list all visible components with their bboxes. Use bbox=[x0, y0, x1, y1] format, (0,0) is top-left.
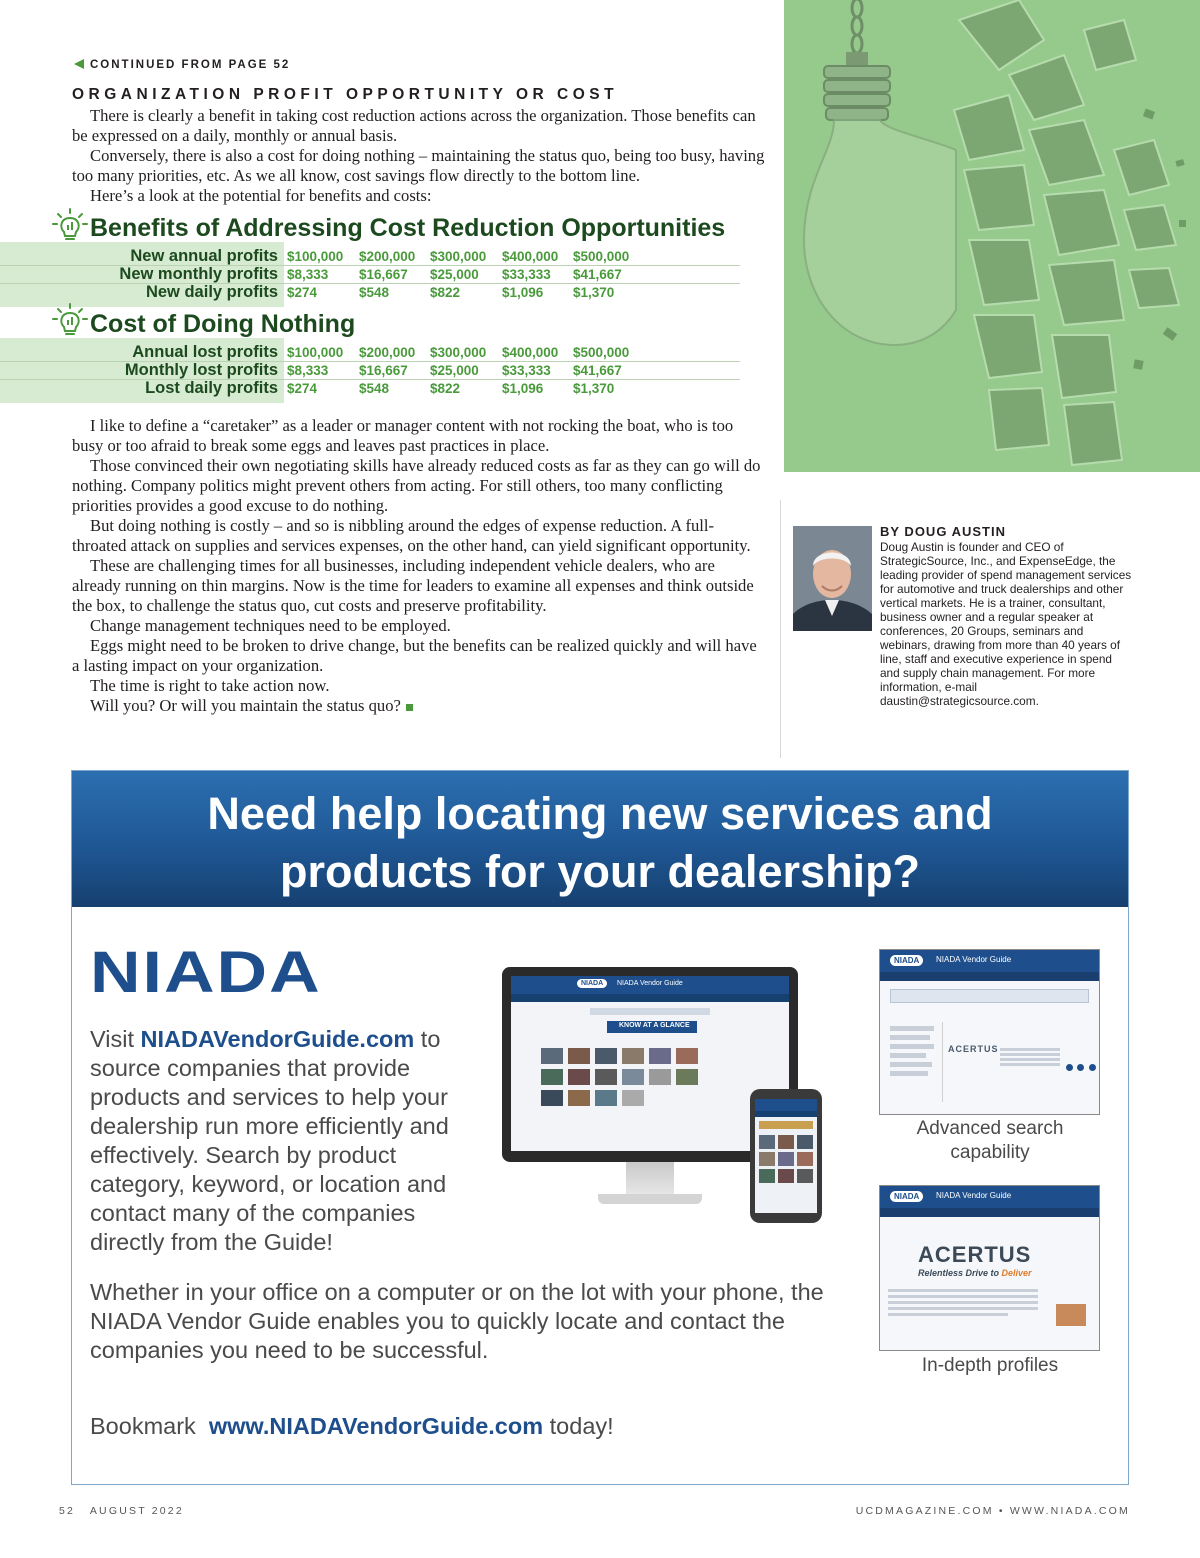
row-label: Monthly lost profits bbox=[124, 361, 278, 379]
table-cell: $8,333 bbox=[287, 267, 329, 282]
table-cell: $41,667 bbox=[573, 267, 622, 282]
table-row bbox=[0, 361, 740, 380]
left-arrow-icon bbox=[74, 59, 84, 69]
table-cell: $41,667 bbox=[573, 363, 622, 378]
author-byline: BY DOUG AUSTIN bbox=[880, 524, 1006, 539]
table-cell: $548 bbox=[359, 381, 390, 396]
table-row bbox=[0, 379, 740, 397]
caption-line: Advanced search bbox=[916, 1118, 1064, 1139]
author-photo bbox=[793, 526, 872, 631]
table-cell: $274 bbox=[287, 285, 318, 300]
table-cell: $200,000 bbox=[359, 345, 416, 360]
lightbulb-icon bbox=[52, 303, 88, 337]
table-cell: $500,000 bbox=[573, 249, 630, 264]
table-cell: $274 bbox=[287, 381, 318, 396]
ad-text: Bookmark bbox=[90, 1413, 196, 1439]
table-cell: $822 bbox=[430, 285, 461, 300]
profile-caption: In-depth profiles bbox=[921, 1355, 1059, 1376]
lightbulb-illustration bbox=[784, 0, 1200, 472]
screen-title: NIADA Vendor Guide bbox=[936, 1191, 1012, 1200]
intro-text bbox=[72, 106, 767, 206]
paragraph: These are challenging times for all businesses, including independent vehicle dealers, who are already running on thin margins. Now is the time for leaders to examine all expenses and think outside the box, to challenge the status quo, cut costs and preserve profitability. bbox=[72, 556, 754, 615]
author-bio: Doug Austin is founder and CEO of StrategicSource, Inc., and ExpenseEdge, the leading provider of spend management services for automotive and truck dealerships and other vertical markets. He is a trainer, consultant, business owner and a regular speaker at conferences, 20 Groups, seminars and webinars, drawing from more than 40 years of line, staff and executive experience in spend and supply chain management. For more information, e-mail daustin@strategicsource.com. bbox=[880, 540, 1132, 708]
niada-logo: NIADA bbox=[90, 939, 322, 1005]
paragraph: I like to define a “caretaker” as a leader or manager content with not rocking the boat, who is too busy or too afraid to break some eggs and leaves past practices in place. bbox=[72, 416, 734, 455]
table-cell: $300,000 bbox=[430, 249, 487, 264]
profile-thumbnail bbox=[1056, 1304, 1086, 1326]
vendor-guide-url-link[interactable]: www.NIADAVendorGuide.com bbox=[208, 1413, 544, 1439]
ad-headline-line: products for your dealership? bbox=[279, 846, 921, 897]
author-portrait bbox=[793, 526, 872, 631]
continued-from-label bbox=[74, 59, 290, 71]
screen-logo: NIADA bbox=[890, 955, 923, 966]
page-folio: 52 AUGUST 2022 bbox=[59, 1505, 184, 1517]
row-label: New annual profits bbox=[130, 247, 278, 265]
row-label: Annual lost profits bbox=[132, 343, 278, 361]
table-cell: $16,667 bbox=[359, 267, 408, 282]
ad-headline-line: Need help locating new services and bbox=[207, 788, 993, 839]
table-cell: $1,096 bbox=[502, 285, 544, 300]
final-sentence: Will you? Or will you maintain the status quo? bbox=[90, 696, 401, 715]
table-cell: $400,000 bbox=[502, 345, 559, 360]
screen-banner: KNOW AT A GLANCE bbox=[619, 1022, 690, 1029]
table-cell: $33,333 bbox=[502, 363, 551, 378]
acertus-tagline: Relentless Drive to Deliver bbox=[918, 1268, 1032, 1278]
screen-logo: NIADA bbox=[577, 979, 607, 988]
vendor-guide-ad bbox=[71, 770, 1129, 1485]
paragraph: Change management techniques need to be employed. bbox=[90, 616, 451, 635]
screen-logo: NIADA bbox=[890, 1191, 923, 1202]
search-caption bbox=[879, 1117, 1101, 1165]
row-label: New monthly profits bbox=[119, 265, 278, 283]
paragraph: Eggs might need to be broken to drive change, but the benefits can be realized quickly and will have a lasting impact on your organization. bbox=[72, 636, 757, 675]
table-cell: $25,000 bbox=[430, 363, 479, 378]
table-row bbox=[0, 343, 740, 362]
table-cell: $548 bbox=[359, 285, 390, 300]
continued-text: CONTINUED FROM PAGE 52 bbox=[90, 59, 291, 71]
screen-title: NIADA Vendor Guide bbox=[936, 955, 1012, 964]
paragraph: Conversely, there is also a cost for doing nothing – maintaining the status quo, being too busy, having too many priorities, etc. As we all know, cost savings flow directly to the bottom line. bbox=[72, 146, 765, 185]
acertus-logo: ACERTUS bbox=[918, 1242, 1032, 1267]
table-cell: $300,000 bbox=[430, 345, 487, 360]
social-icons bbox=[1066, 1058, 1096, 1076]
column-divider bbox=[780, 500, 781, 758]
profile-screenshot bbox=[879, 1185, 1100, 1351]
table-cell: $8,333 bbox=[287, 363, 329, 378]
table-cell: $16,667 bbox=[359, 363, 408, 378]
paragraph: Here’s a look at the potential for benefits and costs: bbox=[90, 186, 432, 205]
table-cell: $1,370 bbox=[573, 381, 615, 396]
table-cell: $1,096 bbox=[502, 381, 544, 396]
ad-paragraph bbox=[90, 1025, 490, 1257]
table-cell: $200,000 bbox=[359, 249, 416, 264]
article-body bbox=[72, 416, 767, 716]
acertus-listing: ACERTUS bbox=[948, 1044, 999, 1054]
paragraph: Those convinced their own negotiating skills have already reduced costs as far as they can go will do nothing. Company politics might prevent others from acting. For still others, too many conflicting priorities provides a good excuse to do nothing. bbox=[72, 456, 761, 515]
table-cell: $100,000 bbox=[287, 345, 344, 360]
shattered-lightbulb-image bbox=[784, 0, 1200, 472]
search-screenshot bbox=[879, 949, 1100, 1115]
table-cell: $400,000 bbox=[502, 249, 559, 264]
ad-headline bbox=[72, 785, 1128, 901]
lightbulb-icon bbox=[52, 208, 88, 242]
paragraph: The time is right to take action now. bbox=[90, 676, 330, 695]
table-cell: $822 bbox=[430, 381, 461, 396]
caption-line: capability bbox=[950, 1142, 1030, 1163]
ad-bookmark-line bbox=[90, 1413, 614, 1440]
table-cell: $25,000 bbox=[430, 267, 479, 282]
ad-banner bbox=[72, 771, 1128, 907]
ad-text: to source companies that provide products and services to help your dealership run more efficiently and effectively. Search by product category, keyword, or location and contact many of the companies directly from the Guide! bbox=[90, 1026, 449, 1255]
row-label: New daily profits bbox=[145, 283, 278, 301]
table-cell: $1,370 bbox=[573, 285, 615, 300]
row-label: Lost daily profits bbox=[145, 379, 278, 397]
table-cell: $500,000 bbox=[573, 345, 630, 360]
section-heading: ORGANIZATION PROFIT OPPORTUNITY OR COST bbox=[72, 86, 619, 103]
table-row bbox=[0, 283, 740, 301]
vendor-guide-link[interactable]: NIADAVendorGuide.com bbox=[140, 1026, 415, 1052]
ad-text: Visit bbox=[90, 1026, 141, 1052]
table-row bbox=[0, 247, 740, 266]
ad-text: today! bbox=[549, 1413, 614, 1439]
end-of-article-mark bbox=[406, 704, 413, 711]
table-row bbox=[0, 265, 740, 284]
category-grid bbox=[541, 1048, 698, 1106]
table-cell: $33,333 bbox=[502, 267, 551, 282]
footer-urls: UCDMAGAZINE.COM • WWW.NIADA.COM bbox=[855, 1505, 1130, 1517]
paragraph: There is clearly a benefit in taking cost reduction actions across the organization. Those benefits can be expressed on a daily, monthly or annual basis. bbox=[72, 106, 756, 145]
table-cell: $100,000 bbox=[287, 249, 344, 264]
paragraph bbox=[72, 696, 767, 716]
monitor-screen bbox=[511, 976, 789, 1151]
paragraph: But doing nothing is costly – and so is nibbling around the edges of expense reduction. A full-throated attack on supplies and services expenses, on the other hand, can yield significant opportunity. bbox=[72, 516, 751, 555]
screen-title: NIADA Vendor Guide bbox=[617, 980, 683, 987]
ad-paragraph: Whether in your office on a computer or on the lot with your phone, the NIADA Vendor Guide enables you to quickly locate and contact the companies you need to be successful. bbox=[90, 1279, 824, 1363]
cost-table-title: Cost of Doing Nothing bbox=[90, 310, 356, 338]
phone-mockup bbox=[750, 1089, 822, 1223]
benefits-table-title: Benefits of Addressing Cost Reduction Opportunities bbox=[90, 214, 726, 242]
